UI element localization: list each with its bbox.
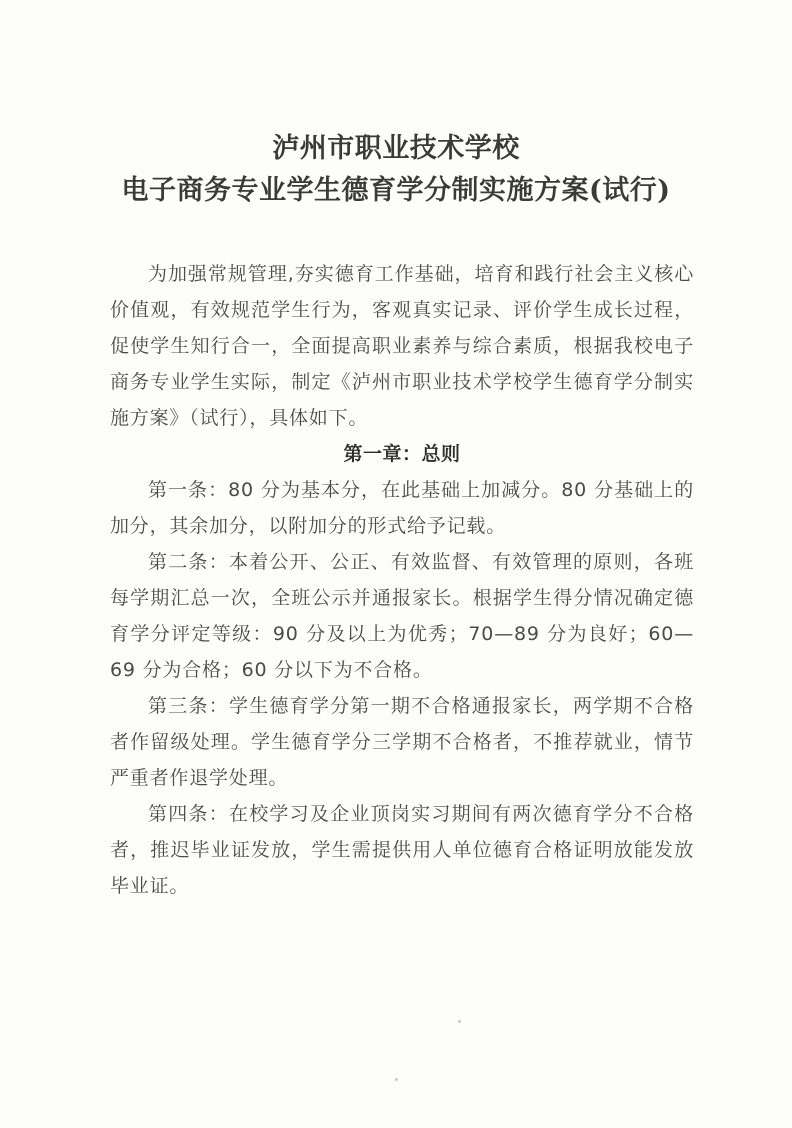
document-title-line-1: 泸州市职业技术学校 bbox=[272, 133, 520, 164]
scan-speck bbox=[395, 1078, 398, 1081]
article-3: 第三条：学生德育学分第一期不合格通报家长，两学期不合格者作留级处理。学生德育学分三学期不合格者，不推荐就业，情节严重者作退学处理。 bbox=[110, 695, 694, 789]
document-body bbox=[110, 256, 694, 904]
scan-speck bbox=[458, 1020, 461, 1023]
document-title-line-2: 电子商务专业学生德育学分制实施方案(试行) bbox=[121, 175, 671, 206]
article-4: 第四条：在校学习及企业顶岗实习期间有两次德育学分不合格者，推迟毕业证发放，学生需提供用人单位德育合格证明放能发放毕业证。 bbox=[110, 803, 694, 897]
intro-paragraph: 为加强常规管理,夯实德育工作基础，培育和践行社会主义核心价值观，有效规范学生行为，客观真实记录、评价学生成长过程，促使学生知行合一，全面提高职业素养与综合素质，根据我校电子商务专业学生实际，制定《泸州市职业技术学校学生德育学分制实施方案》（试行），具体如下。 bbox=[110, 263, 694, 429]
article-1: 第一条：80 分为基本分，在此基础上加减分。80 分基础上的加分，其余加分，以附加分的形式给予记载。 bbox=[110, 479, 694, 537]
chapter-heading: 第一章：总则 bbox=[343, 443, 461, 465]
article-2: 第二条：本着公开、公正、有效监督、有效管理的原则，各班每学期汇总一次，全班公示并通报家长。根据学生得分情况确定德育学分评定等级：90 分及以上为优秀；70—89 分为良好；60—69 分为合格；60 分以下为不合格。 bbox=[110, 551, 694, 681]
